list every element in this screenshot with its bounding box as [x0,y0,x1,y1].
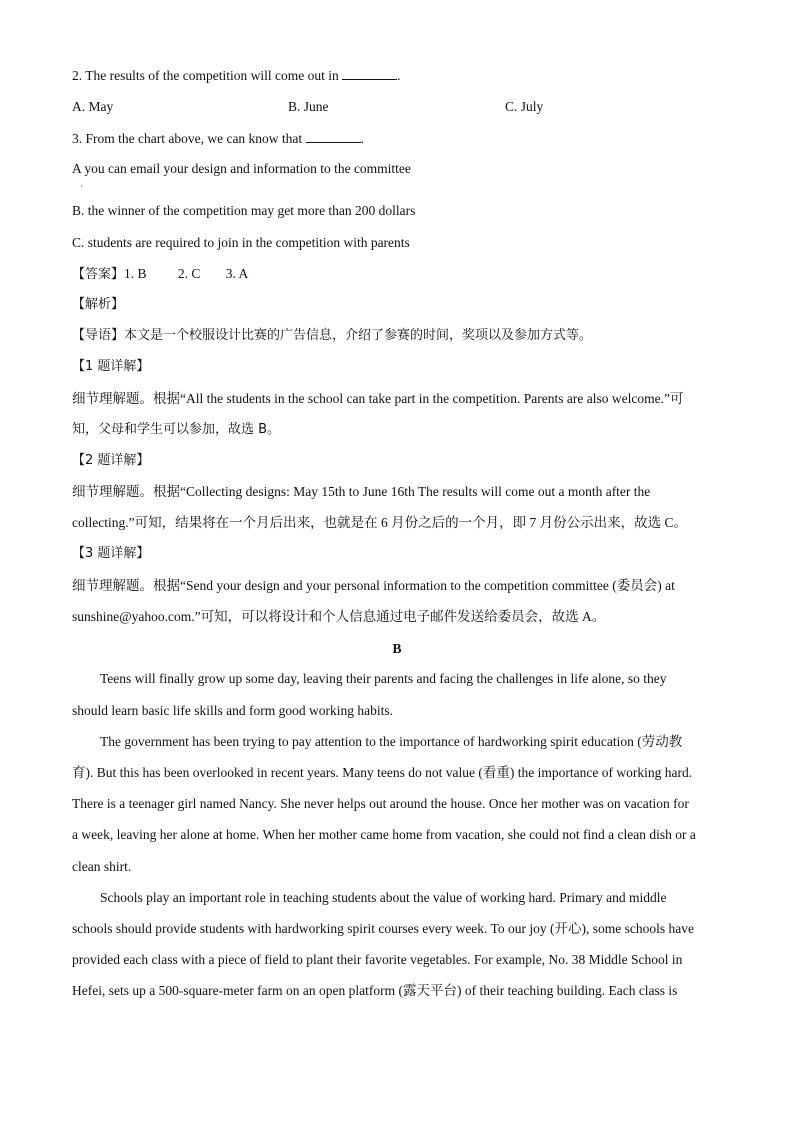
passage-line: Teens will finally grow up some day, leaving their parents and facing the challenges in life alone, so they [100,671,667,686]
detail-3-title: 【3 题详解】 [72,546,150,561]
passage-line: Hefei, sets up a 500-square-meter farm on an open platform (露天平台) of their teaching building. Each class is [72,983,678,998]
passage-line: There is a teenager girl named Nancy. She never helps out around the house. Once her mother was on vacation for [72,796,689,811]
answer-line [72,265,248,284]
question-2-blank [342,67,397,80]
detail-2-line-2: collecting.”可知，结果将在一个月后出来，也就是在 6 月份之后的一个月，即 7 月份公示出来，故选 C。 [72,515,687,530]
answer-3: 3. A [225,266,249,281]
detail-3-line-2: sunshine@yahoo.com.”可知，可以将设计和个人信息通过电子邮件发送给委员会，故选 A。 [72,609,606,624]
question-3-blank [306,130,361,143]
passage-line: Schools play an important role in teaching students about the value of working hard. Primary and middle [100,890,667,905]
question-3-end: . [360,131,364,146]
passage-line: should learn basic life skills and form good working habits. [72,703,393,718]
question-2-option-b: B. June [288,99,329,114]
answer-2: 2. C [177,266,201,281]
analysis-label: 【解析】 [72,297,125,312]
detail-1-line-2: 知，父母和学生可以参加，故选 B。 [72,422,281,437]
detail-2-line-1: 细节理解题。根据“Collecting designs: May 15th to June 16th The results will come out a month after the [72,484,651,499]
question-2-option-a: A. May [72,99,114,114]
question-2-stem [72,67,400,85]
detail-3-line-1: 细节理解题。根据“Send your design and your personal information to the competition committee (委员会) at [72,578,675,593]
guide-text: 【导语】本文是一个校服设计比赛的广告信息，介绍了参赛的时间，奖项以及参加方式等。 [72,328,593,343]
section-heading: B [392,641,402,656]
answer-1: 1. B [124,266,147,281]
detail-2-title: 【2 题详解】 [72,453,150,468]
passage-line: a week, leaving her alone at home. When her mother came home from vacation, she could not find a clean dish or a [72,827,696,842]
question-3-option-b: B. the winner of the competition may get more than 200 dollars [72,203,416,218]
passage-line: provided each class with a piece of field to plant their favorite vegetables. For example, No. 38 Middle School in [72,952,683,967]
passage-line: 育). But this has been overlooked in recent years. Many teens do not value (看重) the importance of working hard. [72,765,693,780]
question-2-end: . [397,68,401,83]
passage-line: The government has been trying to pay attention to the importance of hardworking spirit education (劳动教 [100,734,683,749]
question-3-option-a: A you can email your design and information to the committee [72,161,411,176]
passage-line: clean shirt. [72,859,132,874]
detail-1-title: 【1 题详解】 [72,359,150,374]
question-2-option-c: C. July [505,99,544,114]
question-3-text: 3. From the chart above, we can know that [72,131,303,146]
question-2-text: 2. The results of the competition will come out in [72,68,339,83]
answer-label: 【答案】 [72,267,125,282]
passage-line: schools should provide students with hardworking spirit courses every week. To our joy (开心), some schools have [72,921,694,936]
question-3-option-c: C. students are required to join in the competition with parents [72,235,410,250]
detail-1-line-1: 细节理解题。根据“All the students in the school can take part in the competition. Parents are also welcome.”可 [72,391,684,406]
option-a-dot: · [80,182,83,191]
question-3-stem [72,130,364,148]
